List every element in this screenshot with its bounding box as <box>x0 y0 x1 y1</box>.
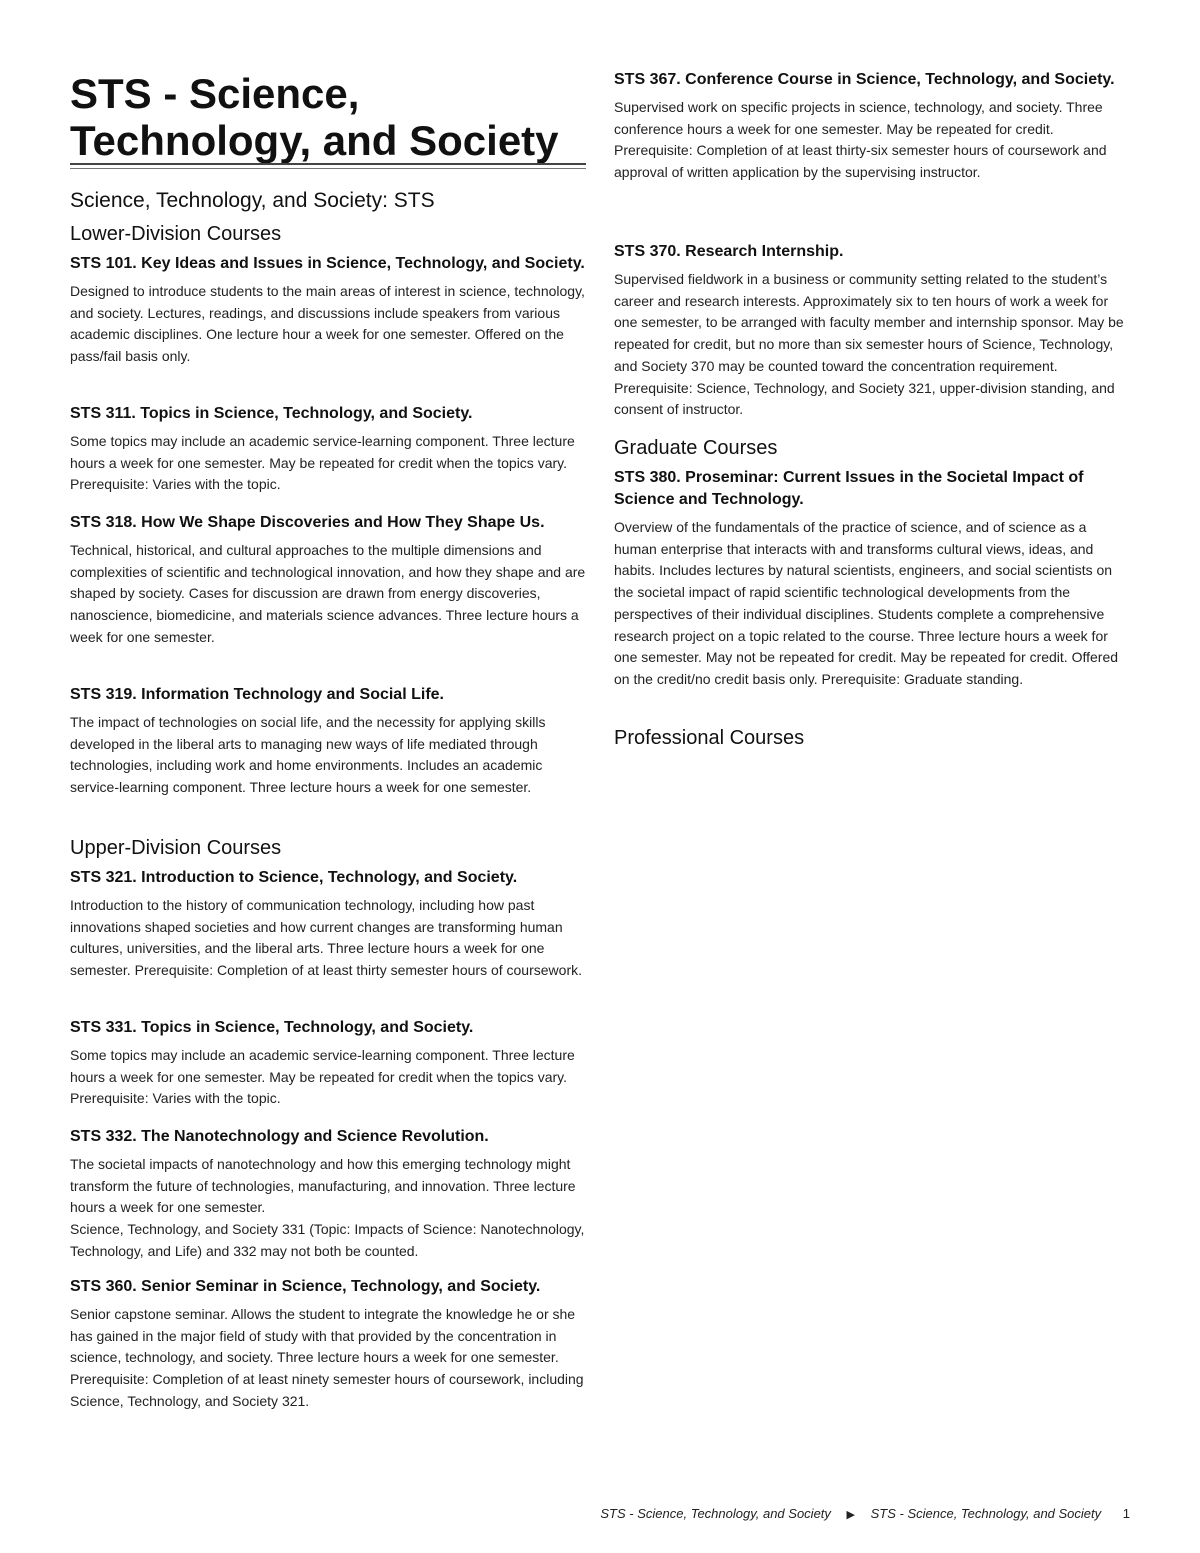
course-description: Senior capstone seminar. Allows the student to integrate the knowledge he or she has gained in the major field of study with that provided by the concentration in science, technology, and society. Three lecture hours a week for one semester. Prerequisite: Completion of at least ninety semester hours of coursework, including Science, Technology, and Society 321. <box>70 1306 584 1409</box>
course-description: Technical, historical, and cultural approaches to the multiple dimensions and complexities of scientific and technological innovation, and how they shape and are shaped by society. Cases for discussion are drawn from energy discoveries, nanoscience, biomedicine, and materials science advances. Three lecture hours a week for one semester. <box>70 542 586 645</box>
course-description: Supervised fieldwork in a business or community setting related to the student’s career and research interests. Approximately six to ten hours of work a week for one semester, to be arranged with faculty member and internship sponsor. May be repeated for credit, but no more than six semester hours of Science, Technology, and Society 370 may be counted toward the concentration requirement. Prerequisite: Science, Technology, and Society 321, upper-division standing, and consent of instructor. <box>614 271 1124 418</box>
course-description: Overview of the fundamentals of the practice of science, and of science as a human enterprise that interacts with and transforms cultural views, ideas, and habits. Includes lectures by natural scientists, engineers, and social scientists on the societal impact of rapid scientific technological developments from the perspectives of their individual disciplines. Students complete a comprehensive research project on a topic related to the course. Three lecture hours a week for one semester. May not be repeated for credit. May be repeated for credit. Offered on the credit/no credit basis only. Prerequisite: Graduate standing. <box>614 519 1119 687</box>
course-note: Science, Technology, and Society 331 (Topic: Impacts of Science: Nanotechnology, Technology, and Life) and 332 may not both be counted. <box>70 1221 585 1259</box>
course-title: STS 360. Senior Seminar in Science, Technology, and Society. <box>70 1278 541 1295</box>
course-description: The societal impacts of nanotechnology and how this emerging technology might transform the future of technologies, manufacturing, and innovation. Three lecture hours a week for one semester. <box>70 1156 576 1216</box>
course-title: STS 370. Research Internship. <box>614 243 844 260</box>
title-rule-top <box>70 163 586 165</box>
course-sts-367 <box>614 69 1132 184</box>
course-sts-321 <box>70 867 586 982</box>
section-heading-lower-division: Lower-Division Courses <box>70 223 282 245</box>
course-description: Supervised work on specific projects in science, technology, and society. Three conference hours a week for one semester. May be repeated for credit. Prerequisite: Completion of at least thirty-six semester hours of coursework and approval of written application by the supervising instructor. <box>614 99 1107 181</box>
course-title: STS 367. Conference Course in Science, Technology, and Society. <box>614 71 1115 88</box>
page-number: 1 <box>1122 1506 1130 1521</box>
course-title: STS 321. Introduction to Science, Technology, and Society. <box>70 869 518 886</box>
subject-heading: Science, Technology, and Society: STS <box>70 189 435 212</box>
title-rule-bottom <box>70 168 586 169</box>
course-title: STS 331. Topics in Science, Technology, and Society. <box>70 1019 474 1036</box>
play-arrow-icon: ▶ <box>846 1509 855 1521</box>
course-description: Some topics may include an academic service-learning component. Three lecture hours a week for one semester. May be repeated for credit when the topics vary. Prerequisite: Varies with the topic. <box>70 433 575 493</box>
course-sts-311 <box>70 403 586 496</box>
course-sts-331 <box>70 1017 586 1110</box>
course-title: STS 380. Proseminar: Current Issues in the Societal Impact of Science and Technology. <box>614 469 1084 508</box>
course-title: STS 318. How We Shape Discoveries and How They Shape Us. <box>70 514 545 531</box>
course-title: STS 101. Key Ideas and Issues in Science, Technology, and Society. <box>70 255 585 272</box>
footer-right-label: STS - Science, Technology, and Society <box>870 1506 1102 1521</box>
course-description: Some topics may include an academic service-learning component. Three lecture hours a week for one semester. May be repeated for credit when the topics vary. Prerequisite: Varies with the topic. <box>70 1047 575 1107</box>
course-sts-360 <box>70 1276 586 1413</box>
footer-left-label: STS - Science, Technology, and Society <box>600 1506 831 1521</box>
course-sts-380 <box>614 467 1132 691</box>
course-description: The impact of technologies on social life, and the necessity for applying skills developed in the liberal arts to managing new ways of life mediated through technologies, including work and home environments. Includes an academic service-learning component. Three lecture hours a week for one semester. <box>70 714 546 796</box>
course-sts-332 <box>70 1126 586 1263</box>
course-title: STS 319. Information Technology and Social Life. <box>70 686 444 703</box>
course-sts-101 <box>70 253 586 368</box>
course-sts-370 <box>614 241 1132 421</box>
page-footer <box>600 1506 1130 1521</box>
course-sts-318 <box>70 512 586 649</box>
course-description: Designed to introduce students to the main areas of interest in science, technology, and society. Lectures, readings, and discussions include speakers from various academic disciplines. One lecture hour a week for one semester. Offered on the pass/fail basis only. <box>70 283 585 365</box>
course-sts-319 <box>70 684 586 799</box>
page-title: STS - Science, Technology, and Society <box>70 70 559 164</box>
course-description: Introduction to the history of communication technology, including how past innovations shaped societies and how current changes are transforming human cultures, universities, and the liberal arts. Three lecture hours a week for one semester. Prerequisite: Completion of at least thirty semester hours of coursework. <box>70 897 582 979</box>
section-heading-graduate: Graduate Courses <box>614 437 778 459</box>
section-heading-professional: Professional Courses <box>614 727 805 749</box>
section-heading-upper-division: Upper-Division Courses <box>70 837 282 859</box>
course-title: STS 332. The Nanotechnology and Science Revolution. <box>70 1128 489 1145</box>
course-title: STS 311. Topics in Science, Technology, and Society. <box>70 405 473 422</box>
